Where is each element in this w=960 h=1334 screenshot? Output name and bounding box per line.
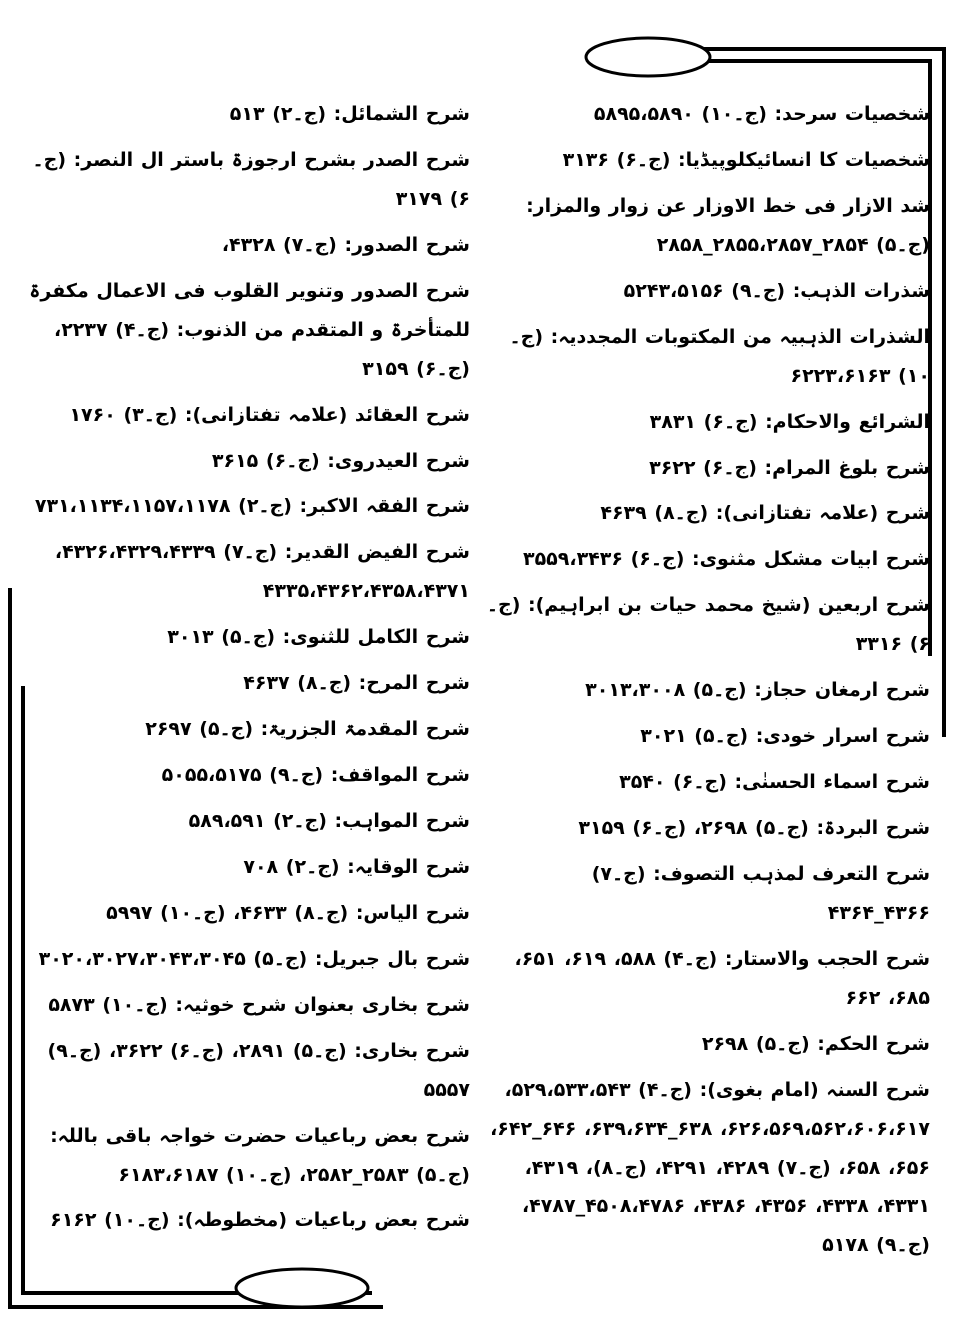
index-entry: شخصیات کا انسائیکلوپیڈیا: (ج۔۶) ۳۱۳۶ (562, 148, 930, 171)
index-entry: شرح الصدور وتنویر القلوب فی الاعمال مکفرۃ للمتأخرۃ و المتقدم من الذنوب: (ج۔۴) ۲۲۳۷، (ج۔۶) ۳۱۵۹ (29, 279, 470, 380)
index-entry: شرح الوقایہ: (ج۔۲) ۷۰۸ (243, 855, 470, 878)
index-entry: شرح العقائد (علامہ تفتازانی): (ج۔۳) ۱۷۶۰ (69, 403, 470, 426)
index-column-left (28, 95, 470, 1247)
index-entry: شرح بال جبریل: (ج۔۵) ۳۰۲۰،۳۰۲۷،۳۰۴۳،۳۰۴۵ (38, 947, 470, 970)
index-entry: شذرات الذہب: (ج۔۹) ۵۲۴۳،۵۱۵۶ (623, 279, 930, 302)
index-entry: شرح ابیات مشکل مثنوی: (ج۔۶) ۳۵۵۹،۳۴۳۶ (522, 548, 930, 571)
index-entry: شرح العیدروی: (ج۔۶) ۳۶۱۵ (211, 449, 470, 472)
top-ellipse-ornament (586, 38, 710, 76)
index-entry: شرح بلوغ المرام: (ج۔۶) ۳۶۲۲ (649, 456, 930, 479)
bottom-ellipse-ornament (236, 1269, 368, 1307)
index-entry: الشرائع والاحکام: (ج۔۶) ۳۸۳۱ (649, 410, 930, 433)
index-column-right (485, 95, 930, 1272)
index-entry: شرح اسماء الحسنٰی: (ج۔۶) ۳۵۴۰ (619, 771, 930, 794)
index-entry: شرح الفقہ الاکبر: (ج۔۲) ۷۳۱،۱۱۳۴،۱۱۵۷،۱۱۷۸ (34, 495, 470, 518)
index-entry: شرح الحکم: (ج۔۵) ۲۶۹۸ (701, 1032, 930, 1055)
index-entry: شرح الشمائل: (ج۔۲) ۵۱۳ (229, 103, 470, 125)
index-entry: شرح الصدور: (ج۔۷) ۴۳۲۸، (221, 233, 470, 256)
index-entry: شرح البردۃ: (ج۔۵) ۲۶۹۸، (ج۔۶) ۳۱۵۹ (578, 817, 930, 839)
index-entry: شرح المواہب: (ج۔۲) ۵۸۹،۵۹۱ (188, 810, 470, 832)
index-entry: شرح بخاری بعنوان شرح خوثیہ: (ج۔۱۰) ۵۸۷۳ (48, 993, 470, 1016)
index-entry: شرح الیاس: (ج۔۸) ۴۶۳۳، (ج۔۱۰) ۵۹۹۷ (106, 901, 470, 924)
index-entry: شرح المرح: (ج۔۸) ۴۶۳۷ (243, 672, 470, 695)
index-entry: شرح بعض رباعیات حضرت خواجہ باقی باللہ: (ج۔۵) ۲۵۸۳_۲۵۸۲، (ج۔۱۰) ۶۱۸۳،۶۱۸۷ (50, 1124, 470, 1186)
index-entry: شرح بعض رباعیات (مخطوطہ): (ج۔۱۰) ۶۱۶۲ (50, 1209, 470, 1232)
index-entry: شرح الکامل للثنوی: (ج۔۵) ۳۰۱۳ (167, 626, 470, 649)
index-entry: شرح (علامہ تفتازانی): (ج۔۸) ۴۶۳۹ (600, 502, 930, 525)
index-entry: شرح الصدر بشرح ارجوزۃ باستر ال النصر: (ج۔۶) ۳۱۷۹ (32, 148, 470, 210)
index-entry: شرح السنہ (امام بغوی): (ج۔۴) ۵۲۹،۵۳۳،۵۴۳، ۶۲۶،۵۶۹،۵۶۲،۶۰۶،۶۱۷، ۶۳۸_۶۳۹،۶۳۴، ۶۴۶_۶۴۲، ۶۵۶، ۶۵۸، (ج۔۷) ۴۲۸۹، ۴۲۹۱، (ج۔۸)، ۴۳۱۹، ۴۳۳۱، ۴۳۳۸، ۴۳۵۶، ۴۳۸۶، ۴۵۰۸،۴۷۸۶_۴۷۸۷، (ج۔۹) ۵۱۷۸ (490, 1078, 930, 1257)
index-entry: شرح اسرار خودی: (ج۔۵) ۳۰۲۱ (640, 725, 930, 748)
index-entry: شرح ارمغان حجاز: (ج۔۵) ۳۰۱۳،۳۰۰۸ (585, 679, 930, 702)
index-entry: شرح المواقف: (ج۔۹) ۵۰۵۵،۵۱۷۵ (161, 764, 470, 787)
index-entry: شرح الفیض القدیر: (ج۔۷) ۴۳۲۶،۴۳۲۹،۴۳۳۹، ۴۳۳۵،۴۳۶۲،۴۳۵۸،۴۳۷۱ (54, 541, 470, 603)
index-entry: شرح الحجب والاستار: (ج۔۴) ۵۸۸، ۶۱۹، ۶۵۱، ۶۸۵، ۶۶۲ (514, 947, 930, 1009)
index-entry: شخصیات سرحد: (ج۔۱۰) ۵۸۹۵،۵۸۹۰ (593, 103, 930, 125)
index-entry: الشذرات الذہبیہ من المکتوبات المجددیہ: (ج۔۱۰) ۶۲۲۳،۶۱۶۳ (509, 325, 930, 387)
index-entry: شد الازار فی خط الاوزار عن زوار والمزار: (ج۔۵) ۲۸۵۴_۲۸۵۵،۲۸۵۷_۲۸۵۸ (526, 194, 930, 256)
index-entry: شرح التعرف لمذہب التصوف: (ج۔۷) ۴۳۶۶_۴۳۶۴ (591, 862, 930, 924)
index-entry: شرح بخاری: (ج۔۵) ۲۸۹۱، (ج۔۶) ۳۶۲۲، (ج۔۹) ۵۵۵۷ (47, 1039, 470, 1101)
index-entry: شرح اربعین (شیخ محمد حیات بن ابراہیم): (ج۔۶) ۳۳۱۶ (486, 594, 930, 656)
index-entry: شرح المقدمۃ الجزریۃ: (ج۔۵) ۲۶۹۷ (145, 718, 470, 741)
